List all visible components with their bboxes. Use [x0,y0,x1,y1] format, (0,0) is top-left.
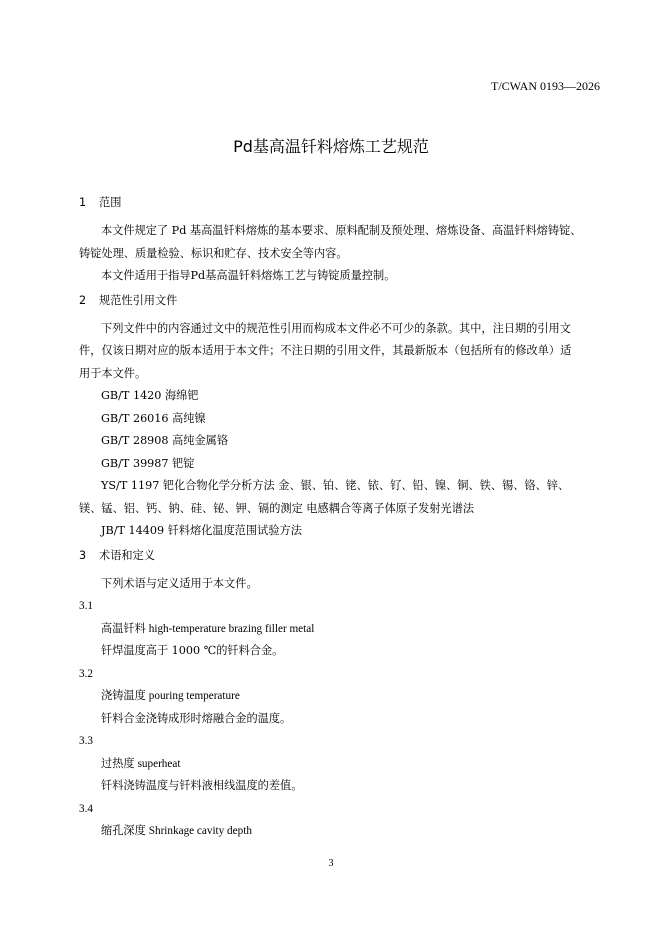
reference-item: GB/T 26016 高纯镍 [101,411,206,425]
reference-item: GB/T 1420 海绵钯 [101,389,199,402]
term-entry [79,663,599,731]
term-en: pouring temperature [148,690,240,702]
term-entry [79,798,599,843]
term-zh: 缩孔深度 [101,824,146,837]
term-number: 3.1 [79,600,93,612]
term-zh: 浇铸温度 [101,689,146,702]
section-title: 范围 [99,196,122,209]
section-heading-scope [79,192,599,214]
terms-intro: 下列术语与定义适用于本文件。 [101,576,258,590]
paragraph-line: 用于本文件。 [79,366,147,380]
section-number: 3 [79,548,87,562]
term-number: 3.2 [79,667,93,680]
section-number: 1 [79,196,87,209]
reference-item-long [79,475,599,520]
paragraph-line: 下列文件中的内容通过文中的规范性引用而构成本文件必不可少的条款。其中，注日期的引用文 [101,321,571,335]
term-definition: 钎料合金浇铸成形时熔融合金的温度。 [101,711,292,725]
term-definition: 钎料浇铸温度与钎料液相线温度的差值。 [101,779,303,792]
reference-line: YS/T 1197 钯化合物化学分析方法 金、银、铂、铑、铱、钌、铅、镍、铜、铁、锡、铬、锌、 [101,479,570,492]
document-title: Pd基高温钎料熔炼工艺规范 [233,137,429,156]
paragraph-line: 件，仅该日期对应的版本适用于本文件；不注日期的引用文件，其最新版本（包括所有的修改单）适 [79,344,572,357]
term-name [79,618,599,641]
reference-line: 镁、锰、铝、钙、钠、硅、铋、钾、镉的测定 电感耦合等离子体原子发射光谱法 [79,501,475,515]
term-number: 3.3 [79,735,93,747]
term-entry [79,595,599,663]
term-zh: 高温钎料 [101,621,146,635]
document-code: T/CWAN 0193—2026 [491,79,600,93]
term-number: 3.4 [79,802,93,815]
term-en: high-temperature brazing filler metal [148,622,315,635]
paragraph-line: 本文件规定了 Pd 基高温钎料熔炼的基本要求、原料配制及预处理、熔炼设备、高温钎料熔铸锭、 [101,224,582,237]
section-title: 规范性引用文件 [99,293,178,307]
term-name [79,820,599,843]
section-heading-normative [79,290,599,312]
term-zh: 过热度 [101,756,135,770]
section-title: 术语和定义 [99,548,155,562]
term-entry [79,730,599,798]
term-name [79,685,599,708]
document-body [79,192,599,843]
scope-paragraph-2: 本文件适用于指导Pd基高温钎料熔炼工艺与铸锭质量控制。 [101,269,396,282]
paragraph-line: 铸锭处理、质量检验、标识和贮存、技术安全等内容。 [79,246,348,260]
term-definition: 钎焊温度高于 1000 ℃的钎料合金。 [101,644,284,657]
section-heading-terms [79,545,599,567]
section-number: 2 [79,293,87,307]
reference-item: GB/T 39987 钯锭 [101,456,195,470]
reference-item: GB/T 28908 高纯金属铬 [101,434,229,447]
term-name [79,753,599,776]
term-en: superheat [137,757,181,770]
scope-paragraph-1 [79,220,599,265]
reference-item: JB/T 14409 钎料熔化温度范围试验方法 [101,524,302,537]
term-en: Shrinkage cavity depth [148,825,252,837]
normative-intro [79,318,599,386]
page-number: 3 [328,858,334,869]
